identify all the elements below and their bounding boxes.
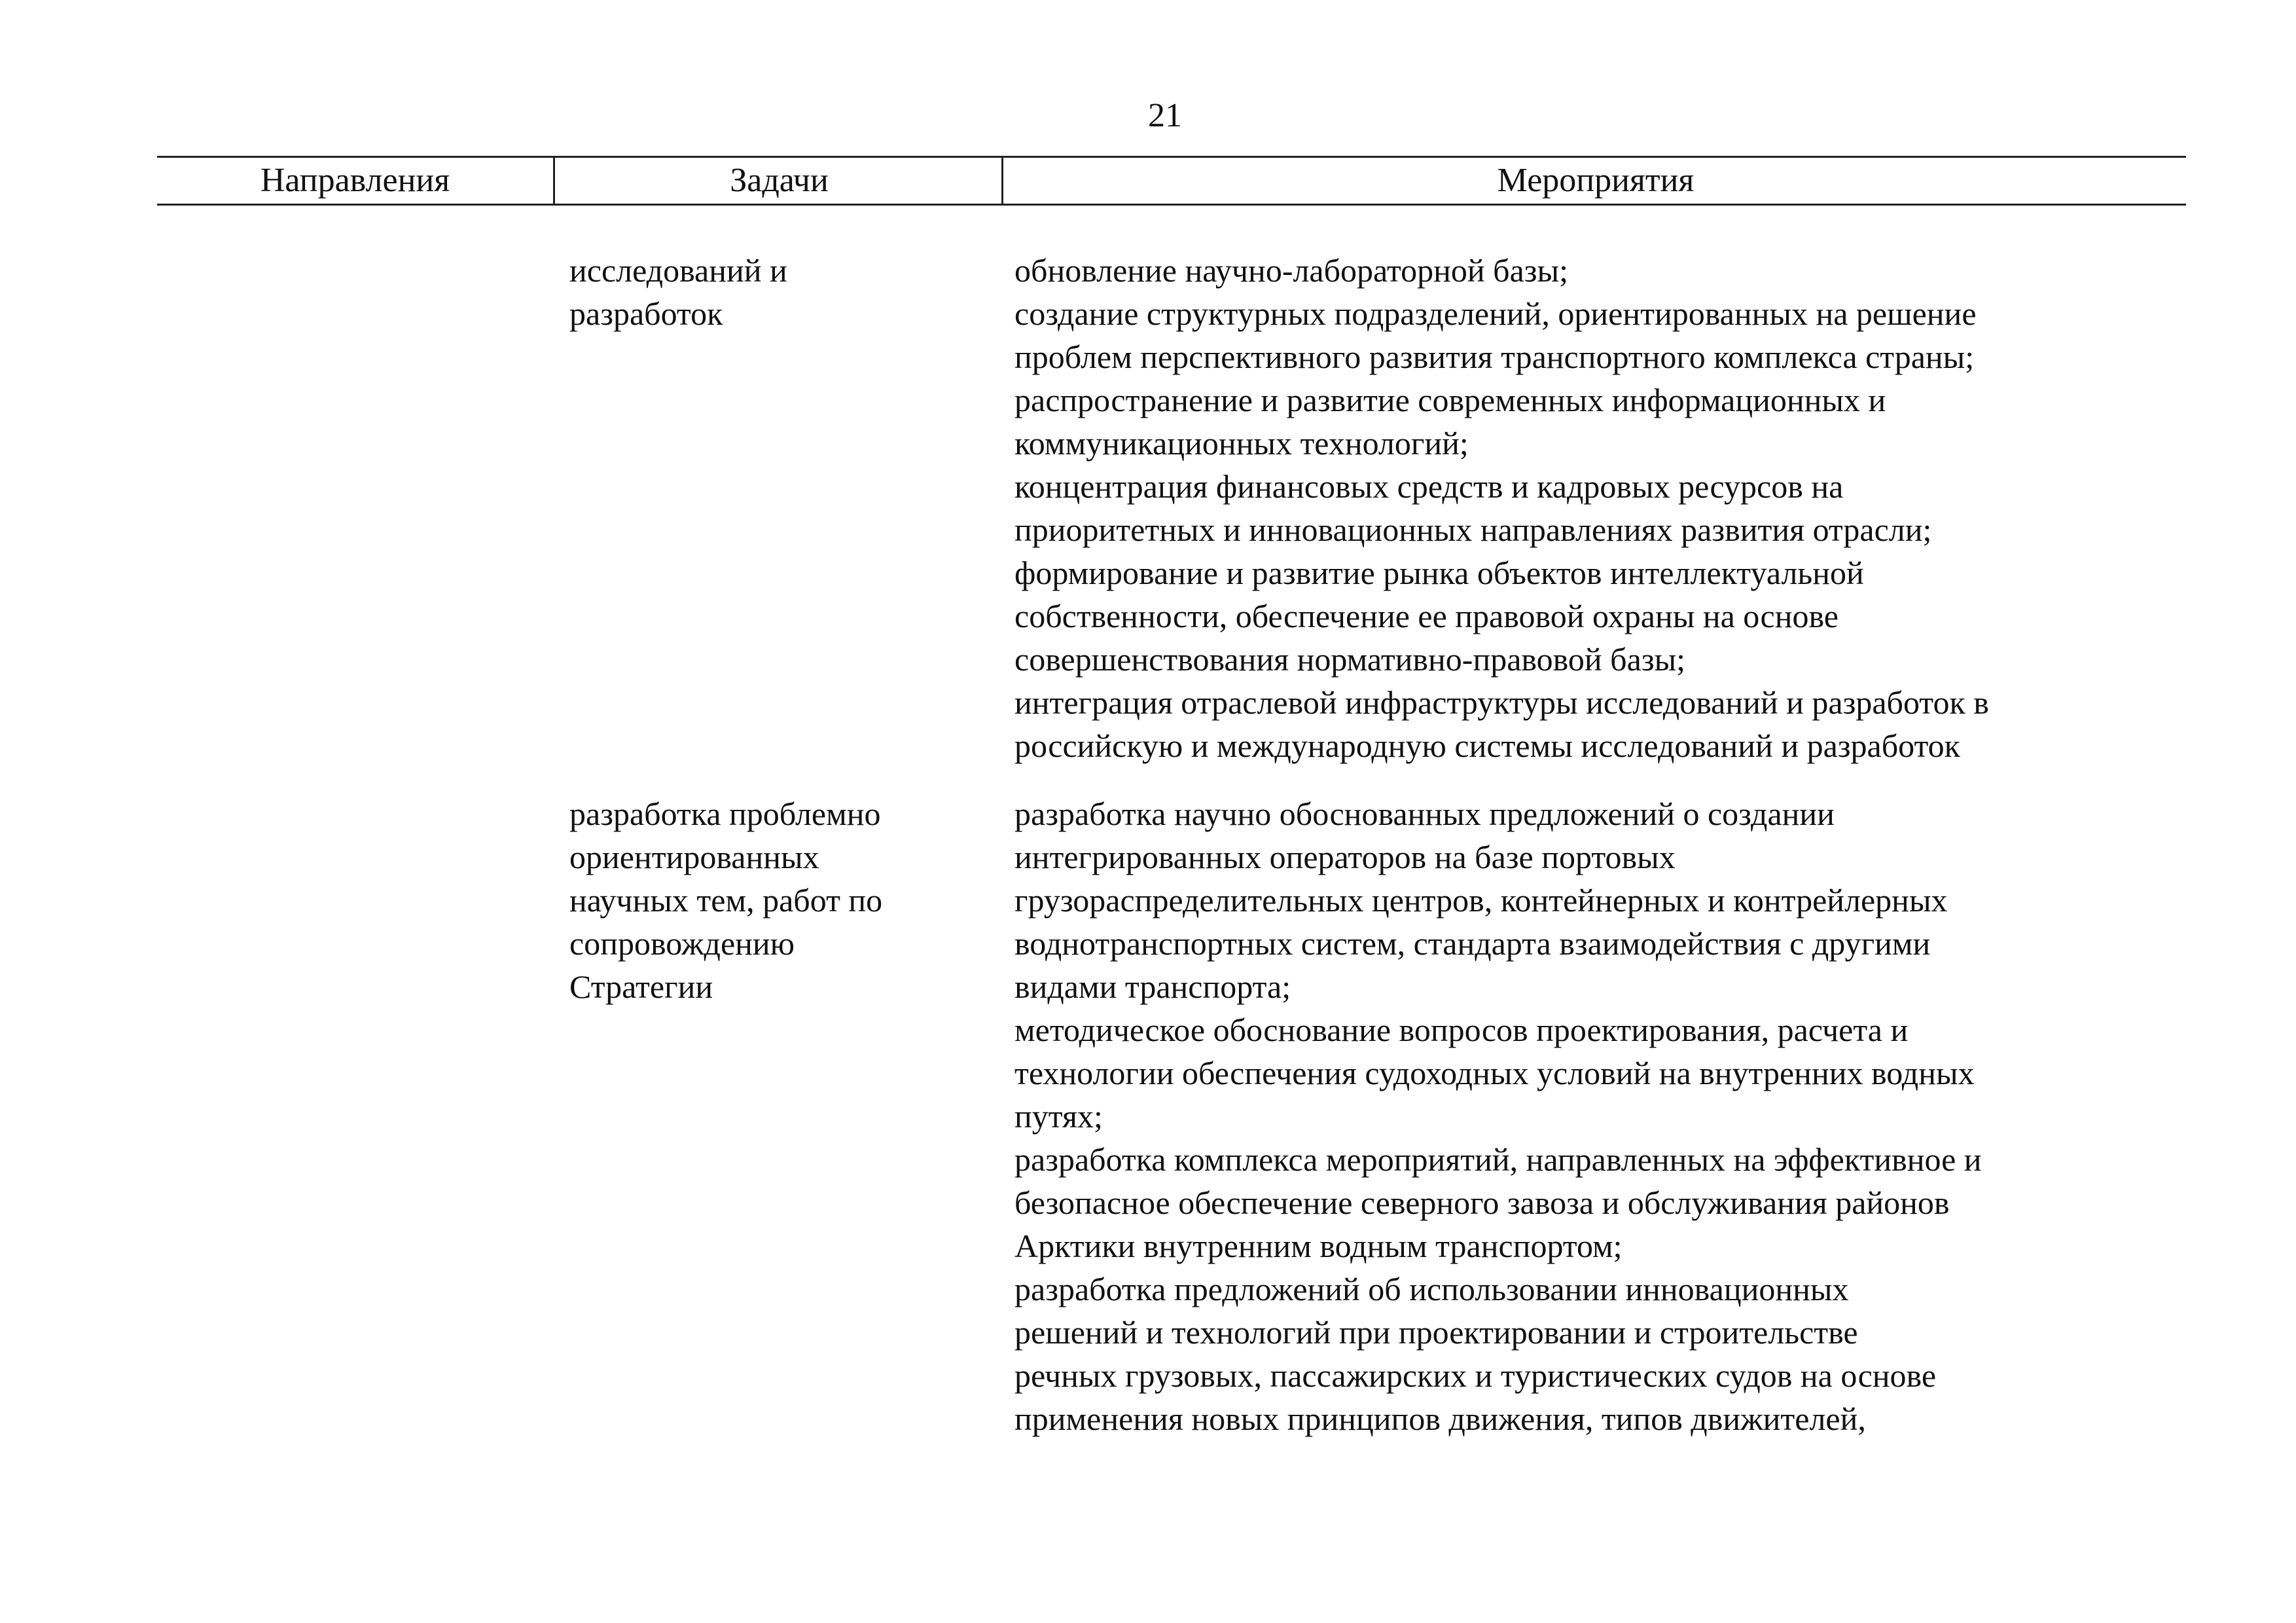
measure-line: методическое обоснование вопросов проектирования, расчета и — [1014, 1012, 1909, 1048]
header-measures: Мероприятия — [1001, 158, 2188, 204]
measure-line: разработка научно обоснованных предложений о создании — [1014, 795, 1835, 832]
measure-line: коммуникационных технологий; — [1014, 425, 1469, 462]
measure-line: речных грузовых, пассажирских и туристических судов на основе — [1014, 1357, 1937, 1394]
table-header — [157, 156, 2186, 206]
task-line: ориентированных — [569, 839, 819, 875]
measure-line: совершенствования нормативно-правовой базы; — [1014, 641, 1686, 678]
measure-line: обновление научно-лабораторной базы; — [1014, 252, 1569, 289]
task-line: исследований и — [569, 252, 787, 289]
measure-line: собственности, обеспечение ее правовой охраны на основе — [1014, 598, 1839, 634]
measure-line: приоритетных и инновационных направлениях развития отрасли; — [1014, 511, 1932, 548]
measure-line: распространение и развитие современных информационных и — [1014, 382, 1886, 418]
task-line: научных тем, работ по — [569, 882, 883, 919]
measure-line: интеграция отраслевой инфраструктуры исследований и разработок в — [1014, 684, 1989, 721]
measure-line: создание структурных подразделений, ориентированных на решение — [1014, 295, 1977, 332]
measure-line: разработка комплекса мероприятий, направленных на эффективное и — [1014, 1141, 1982, 1178]
page-number: 21 — [1148, 97, 1182, 134]
measure-line: Арктики внутренним водным транспортом; — [1014, 1228, 1623, 1264]
measure-line: грузораспределительных центров, контейнерных и контрейлерных — [1014, 882, 1948, 919]
task-line: разработка проблемно — [569, 795, 881, 832]
measure-line: технологии обеспечения судоходных условий на внутренних водных — [1014, 1055, 1975, 1091]
header-directions: Направления — [260, 162, 450, 199]
measure-line: безопасное обеспечение северного завоза и обслуживания районов — [1014, 1184, 1950, 1221]
task-line: сопровождению — [569, 925, 795, 962]
measure-line: формирование и развитие рынка объектов интеллектуальной — [1014, 555, 1864, 591]
measure-line: путях; — [1014, 1098, 1103, 1135]
measure-line: воднотранспортных систем, стандарта взаимодействия с другими — [1014, 925, 1931, 962]
measure-line: применения новых принципов движения, типов движителей, — [1014, 1400, 1866, 1437]
measure-line: видами транспорта; — [1014, 968, 1291, 1005]
measure-line: проблем перспективного развития транспортного комплекса страны; — [1014, 338, 1975, 375]
task-line: Стратегии — [569, 968, 713, 1005]
measure-line: решений и технологий при проектировании и строительстве — [1014, 1314, 1858, 1351]
task-cell — [569, 792, 1001, 1008]
measure-line: интегрированных операторов на базе портовых — [1014, 839, 1676, 875]
measures-cell — [1014, 792, 2193, 1440]
measure-line: концентрация финансовых средств и кадровых ресурсов на — [1014, 468, 1844, 505]
header-tasks: Задачи — [553, 158, 1003, 204]
measure-line: российскую и международную системы исследований и разработок — [1014, 727, 1960, 764]
measure-line: разработка предложений об использовании инновационных — [1014, 1271, 1849, 1307]
measures-cell — [1014, 249, 2193, 767]
task-cell — [569, 249, 1001, 335]
task-line: разработок — [569, 295, 723, 332]
